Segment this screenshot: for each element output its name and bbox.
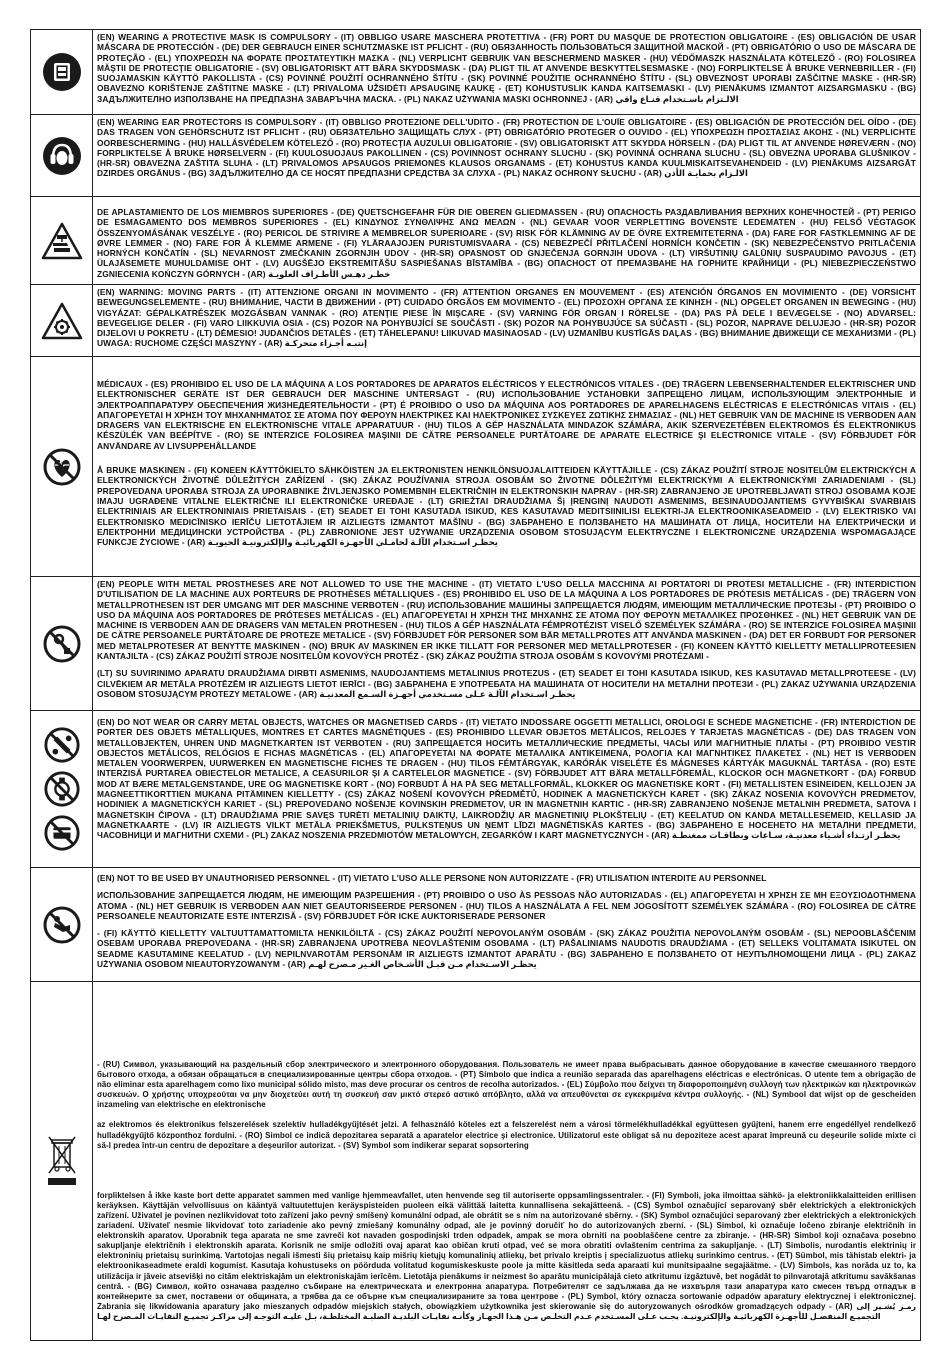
- no-watch-icon: [43, 770, 81, 808]
- row-text: - (RU) Символ, указывающий на раздельный сбор электрического и электронного оборудования. Пользователь не имеет права выбрасывать данное оборудование в качестве смешанного твердого бытового отхода, а обязан обращаться в специализированные центры сбора отходов. - (PT) Símbolo que indica a reunião separada das aparelhagens eléctricas e electrónicas. O utente tem a obrigação de não eliminar esta aparelhagem como lixo municipal sólido misto, mas deve procurar os centros de recolha autorizados. - (EL) Σύμβολο που δείχνει τη διαφοροποιημένη συλλογή των ηλεκτρικών και ηλεκτρονικών συσκευών. Ο χρήστης υποχρεούται να μην διοχετεύει αυτή τη συσκευή σαν μικτό στερεό αστικό απόβλητο, αλλά να απευθύνεται σε εγκεκριμένα κέντρα συλλογής. - (NL) Symbool dat wijst op de gescheiden inzameling van elektrische en elektronische: [97, 1060, 916, 1110]
- row-text: (EN) NOT TO BE USED BY UNAUTHORISED PERSONNEL - (IT) VIETATO L'USO ALLE PERSONE NON AUTORIZZATE - (FR) UTILISATION INTERDITE AU PERSONNEL: [97, 873, 767, 883]
- row-text: ИСПОЛЬЗОВАНИЕ ЗАПРЕЩАЕТСЯ ЛЮДЯМ, НЕ ИМЕЮЩИМ РАЗРЕШЕНИЯ - (PT) PROIBIDO O USO ÀS PESSOAS NÃO AUTORIZADAS - (EL) ΑΠΑΓΟΡΕΥΕΤΑΙ Η ΧΡΗΣΗ ΣΕ ΜΗ ΕΞΟΥΣΙΟΔΟΤΗΜΕΝΑ ΑΤΟΜΑ - (NL) HET GEBRUIK IS VERBODEN AAN NIET GEAUTORISEERDE PERSONEN - (HU) TILOS A HASZNÁLATA A FEL NEM JOGOSÍTOTT SZEMÉLYEK SZÁMÁRA - (RO) FOLOSIREA DE CĂTRE PERSOANELE NEAUTORIZATE ESTE INTERZISĂ - (SV) FÖRBJUDET FÖR ICKE AUKTORISERADE PERSONER: [97, 890, 916, 921]
- row-text: az elektromos és elektronikus felszerelések szelektív hulladékgyűjtését jelzi. A felhasználó köteles ezt a felszerelést nem a városi törmelékhulladékkal együttesen gyűjteni, hanem erre engedéllyel rendelkező hulladékgyűjtő központhoz fordulni. - (RO) Simbol ce indică depozitarea separată a aparatelor electrice şi electronice. Utilizatorul este obligat să nu depoziteze acest aparat împreună cu deşeurile solide mixte ci să-l predea într-un centru de depozitare a deşeurilor autorizat. - (SV) Symbol som indikerar separat sopsortering: [97, 1120, 916, 1150]
- row-text: MÉDICAUX - (ES) PROHIBIDO EL USO DE LA MÁQUINA A LOS PORTADORES DE APARATOS ELÉCTRICOS Y ELECTRÓNICOS VITALES - (DE) TRÄGERN LEBENSERHALTENDER ELEKTRISCHER UND ELEKTRONISCHER GERÄTE IST DER GEBRAUCH DER MASCHINE UNTERSAGT - (RU) ИСПОЛЬЗОВАНИЕ УСТАНОВКИ ЗАПРЕЩЕНО ЛИЦАМ, ИСПОЛЬЗУЮЩИМ ЭЛЕКТРОННЫЕ И ЭЛЕКТРОАППАРАТУРУ ОБЕСПЕЧЕНИЯ ЖИЗНЕДЕЯТЕЛЬНОСТИ - (PT) É PROIBIDO O USO DA MÁQUINA AOS PORTADORES DE APARELHAGENS ELÉCTRICAS E ELECTRÓNICAS VITAIS - (EL) ΑΠΑΓΟΡΕΥΕΤΑΙ Η ΧΡΗΣΗ ΤΟΥ ΜΗΧΑΝΗΜΑΤΟΣ ΣΕ ΑΤΟΜΑ ΠΟΥ ΦΕΡΟΥΝ ΗΛΕΚΤΡΙΚΕΣ ΚΑΙ ΗΛΕΚΤΡΟΝΙΚΕΣ ΣΥΣΚΕΥΕΣ ΖΩΤΙΚΗΣ ΣΗΜΑΣΙΑΣ - (NL) HET GEBRUIK VAN DE MACHINE IS VERBODEN AAN DRAGERS VAN ELEKTRISCHE EN ELEKTRONISCHE VITALE APPARATUUR - (HU) TILOS A GÉP HASZNÁLATA MINDAZOK SZÁMÁRA, AKIK SZERVEZETÉBEN ELEKTROMOS ÉS ELEKTRONIKUS KÉSZÜLÉK VAN BEÉPÍTVE - (RO) SE INTERZICE FOLOSIREA MAŞINII DE CĂTRE PERSOANELE PURTĂTOARE DE APARATE ELECTRICE ŞI ELECTRONICE VITALE - (SV) FÖRBJUDET FÖR ANVÄNDARE AV LIVSUPPEHÅLLANDE: [97, 379, 916, 451]
- no-tools-icon: [43, 726, 81, 764]
- row-text: Å BRUKE MASKINEN - (FI) KONEEN KÄYTTÖKIELTO SÄHKÖISTEN JA ELEKTRONISTEN HENKILÖNSUOJALAITTEIDEN KÄYTTÄJILLE - (CS) ZÁKAZ POUŽITÍ STROJE NOSITELŮM ELEKTRICKÝCH A ELEKTRONICKÝCH ŽIVOTNĚ DŮLEŽITÝCH ZAŘÍZENÍ - (SK) ZÁKAZ POUŽÍVANIA STROJA OSOBÁM SO ŽIVOTNE DÔLEŽITÝMI ELEKTRICKÝMI A ELEKTRONICKÝMI ZARIADENIAMI - (SL) PREPOVEDANA UPORABA STROJA ZA UPORABNIKE ŽIVLJENJSKO POMEMBNIH ELEKTRIČNIH IN ELEKTRONSKIH NAPRAV - (HR-SR) ZABRANJENO JE UPOTREBLJAVATI STROJ OSOBAMA KOJE IMAJU UGRAĐENE VITALNE ELEKTRIČNE ILI ELEKTRONIČKE UREĐAJE - (LT) GRIEŽTAI DRAUDŽIAMA Šį ĮRENGINĮ NAUDOTI ASMENIMS, BESINAUDOJANTIEMS GYVYBIŠKAI SVARBIAIS ELEKTRINIAIS AR ELEKTRONINIAIS PRIETAISAIS - (ET) SEADET EI TOHI KASUTADA ISIKUD, KES KASUTAVAD MEDITSIINILISI ELEKTRI-JA ELEKTROONIKASEADMEID - (LV) ELEKTRISKO VAI ELEKTRONISKO MEDICĪNISKO IERĪČU LIETOTĀJIEM IR AIZLIEGTS IZMANTOT MAŠĪNU - (BG) ЗАБРАНЕНО Е ПОЛЗВАНЕТО НА МАШИНАТА ОТ ЛИЦА, НОСИТЕЛИ НА ЕЛЕКТРИЧЕСКИ И ЕЛЕКТРОННИ МЕДИЦИНСКИ УСТРОЙСТВА - (PL) ZABRONIONE JEST UŻYWANIE URZĄDZENIA OSOBOM STOSUJĄCYM ELEKTRYCZNE I ELEKTRONICZNE URZĄDZENIA WSPOMAGAJĄCE FUNKCJE ŻYCIOWE - (AR) يحظـر اسـتخدام الآلـة لحامـلي الأجهـزة الكهربائيـة والإلكترونيـة الحيويـة: [97, 465, 916, 548]
- no-magnetic-card-icon: [43, 814, 81, 852]
- row-no-pacemaker: [31, 357, 920, 577]
- row-text: (EN) WEARING A PROTECTIVE MASK IS COMPULSORY - (IT) OBBLIGO USARE MASCHERA PROTETTIVA - (FR) PORT DU MASQUE DE PROTECTION OBLIGATOIRE - (ES) OBLIGACIÓN DE USAR MÁSCARA DE PROTECCIÓN - (DE) DER GEBRAUCH EINER SCHUTZMASKE IST PFLICHT - (RU) ОБЯЗАННОСТЬ ПОЛЬЗОВАТЬСЯ ЗАЩИТНОЙ МАСКОЙ - (PT) OBRIGATÓRIO O USO DE MÁSCARA DE PROTEÇÃO - (EL) ΥΠΟΧΡΕΩΣΗ ΝΑ ΦΟΡΑΤΕ ΠΡΟΣΤΑΤΕΥΤΙΚΗ ΜΑΣΚΑ - (NL) VERPLICHT GEBRUIK VAN BESCHERMEND MASKER - (HU) VÉDŐMASZK HASZNÁLATA KÖTELEZŐ - (RO) FOLOSIREA MĂŞTII DE PROTECŢIE OBLIGATORIE - (SV) OBLIGATORISKT ATT BÄRA SKYDDSMASK - (DA) PLIGT TIL AT ANVENDE BESKYTTELSESMASKE - (NO) FORPLIKTELSE Å BRUKE VERNEBRILLER - (FI) SUOJAMASKIN KÄYTTÖ PAKOLLISTA - (CS) POVINNÉ POUŽITÍ OCHRANNÉHO ŠTÍTU - (SK) POVINNÉ POUŽITIE OCHRANNÉHO ŠTÍTU - (SL) OBVEZNOST UPORABI ZAŠČITNE MASKE - (HR-SR) OBAVEZNO KORIŠTENJE ZAŠTITNE MASKE - (LT) PRIVALOMA UŽSIDĖTI APSAUGINĘ KAUKĘ - (ET) KOHUSTUSLIK KANDA KAITSEMASKI - (LV) PIENĀKUMS IZMANTOT AIZSARGMASKU - (BG) ЗАДЪЛЖИТЕЛНО ИЗПОЛЗВАНЕ НА ПРЕДПАЗНА ЗАВАРЪЧНА МАСКА. - (PL) NAKAZ UŻYWANIA MASKI OCHRONNEJ - (AR) الالـتزام باسـتخدام قنـاع واقي: [97, 32, 916, 104]
- row-text: - (FI) KÄYTTÖ KIELLETTY VALTUUTTAMATTOMILTA HENKILÖILTÄ - (CS) ZÁKAZ POUŽITÍ NEPOVOLANÝM OSOBÁM - (SK) ZÁKAZ POUŽITIA NEPOVOLANÝM OSOBÁM - (SL) NEPOOBLAŠČENIM OSEBAM UPORABA PREPOVEDANA - (HR-SR) ZABRANJENA UPOTREBA NEOVLAŠTENIM OSOBAMA - (LT) PAŠALINIAMS NAUDOTIS DRAUDŽIAMA - (ET) SELLEKS VOLITAMATA ISIKUTEL ON SEADME KASUTAMINE KEELATUD - (LV) NEPILNVAROTĀM PERSONĀM IR AIZLIEGTS IZMANTOT APARĀTU - (BG) ЗАБРАНЕНО Е ПОЛЗВАНЕТО ОТ НЕУПЪЛНОМОЩЕНИ ЛИЦА - (PL) ZAKAZ UŻYWANIA OSOBOM NIEAUTORYZOWANYM - (AR) يحظـر الاسـتخدام مـن قبـل الأشـخاص الغـير مـصرح لهـم: [97, 928, 916, 970]
- row-text: (EN) WARNING: MOVING PARTS - (IT) ATTENZIONE ORGANI IN MOVIMENTO - (FR) ATTENTION ORGANES EN MOUVEMENT - (ES) ATENCIÓN ÓRGANOS EN MOVIMIENTO - (DE) VORSICHT BEWEGUNGSELEMENTE - (RU) ВНИМАНИЕ, ЧАСТИ В ДВИЖЕНИИ - (PT) CUIDADO ÓRGÃOS EM MOVIMENTO - (EL) ΠΡΟΣΟΧΗ ΟΡΓΑΝΑ ΣΕ ΚΙΝΗΣΗ - (NL) OPGELET ORGANEN IN BEWEGING - (HU) VIGYÁZAT: GÉPALKATRÉSZEK MOZGÁSBAN VANNAK - (RO) ATENŢIE PIESE ÎN MIŞCARE - (SV) VARNING FÖR ORGAN I RÖRELSE - (DA) PAS PÅ DELE I BEVÆGELSE - (NO) ADVARSEL: BEVEGELIGE DELER - (FI) VARO LIIKKUVIA OSIA - (CS) POZOR NA POHYBUJÍCÍ SE SOUČÁSTI - (SK) POZOR NA POHYBUJÚCE SA SÚČASTI - (SL) POZOR, NAPRAVE DELUJEJO - (HR-SR) POZOR DIJELOVI U POKRETU - (LT) DĖMESIO! JUDANČIOS DETALĖS - (ET) TÄHELEPANU! LIIKUVAD MASINAOSAD - (LV) UZMANĪBU KUSTĪGĀS DAĻAS - (BG) ВНИМАНИЕ ДВИЖЕЩИ СЕ МЕХАНИЗМИ - (PL) UWAGA: RUCHOME CZĘŚCI MASZYNY - (AR) إنتبـه أجـزاء متحركـة: [97, 287, 916, 349]
- row-hand-crush: [31, 197, 920, 285]
- mask-mandatory-icon: [42, 52, 82, 92]
- row-text: (LT) SU SUVIRINIMO APARATU DRAUDŽIAMA DIRBTI ASMENIMS, NAUDOJANTIEMS METALINIUS PROTEZUS - (ET) SEADET EI TOHI KASUTADA ISIKUD, KES KASUTAVAD METALLPROTEESE - (LV) CILVĒKIEM AR METĀLA PROTĒZĒM IR AIZLIEGTS LIETOT IERĪCI - (BG) ЗАБРАНЕНА Е УПОТРЕБАТА НА МАШИНАТА ОТ НОСИТЕЛИ НА МЕТАЛНИ ПРОТЕЗИ - (PL) ZAKAZ UŻYWANIA URZĄDZENIA OSOBOM STOSUJĄCYM PROTEZY METALOWE - (AR) يحظـر اسـتخدام الآلـة عـلى مسـتخدمي أجهـزة السـمع المعدنيـة: [97, 668, 916, 699]
- row-ear-protection: [31, 115, 920, 197]
- row-no-metal-objects: [31, 711, 920, 868]
- row-text: (EN) WEARING EAR PROTECTORS IS COMPULSORY - (IT) OBBLIGO PROTEZIONE DELL'UDITO - (FR) PROTECTION DE L'OUÏE OBLIGATOIRE - (ES) OBLIGACIÓN DE PROTECCIÓN DEL OÍDO - (DE) DAS TRAGEN VON GEHÖRSCHUTZ IST PFLICHT - (RU) ОБЯЗАТЕЛЬНО ЗАЩИЩАТЬ СЛУХ - (PT) OBRIGATÓRIO PROTEGER O OUVIDO - (EL) ΥΠΟΧΡΕΩΣΗ ΠΡΟΣΤΑΣΙΑΣ ΑΚΟΗΣ - (NL) VERPLICHTE OORBESCHERMING - (HU) HALLÁSVÉDELEM KÖTELEZŐ - (RO) PROTECŢIA AUZULUI OBLIGATORIE - (SV) OBLIGATORISKT ATT SKYDDA HÖRSELN - (DA) PLIGT TIL AT ANVENDE HØREVÆRN - (NO) FORPLIKTELSE Å BRUKE HØRSELVERN - (FI) KUULOSUOJAUS PAKOLLINEN - (CS) POVINNOST OCHRANY SLUCHU - (SK) POVINNÁ OCHRANA SLUCHU - (SL) OBVEZNA UPORABA GLUŠNIKOV - (HR-SR) OBAVEZNA ZAŠTITA SLUHA - (LT) PRIVALOMOS APSAUGOS PRIEMONĖS KLAUSOS ORGANAMS - (ET) KOHUSTUS KANDA KUULMISKAITSEVAHENDEID - (LV) PIENĀKUMS AIZSARGĀT DZIRDES ORGĀNUS - (BG) ЗАДЪЛЖИТЕЛНО ДА СЕ НОСЯТ ПРЕДПАЗНИ СРЕДСТВА ЗА СЛУХА - (PL) NAKAZ OCHRONY SŁUCHU - (AR) الالـزام بحمايـة الأذن: [97, 117, 916, 179]
- no-pacemaker-icon: [42, 447, 82, 487]
- row-weee-disposal: [31, 982, 920, 1340]
- row-unauthorised-personnel: [31, 868, 920, 982]
- hand-crush-hazard-icon: [41, 222, 83, 260]
- no-unauthorised-personnel-icon: [42, 905, 82, 945]
- row-no-metal-prostheses: [31, 577, 920, 711]
- moving-parts-warning-icon: [41, 302, 83, 340]
- weee-crossed-bin-icon: [45, 1135, 79, 1187]
- row-text: (EN) DO NOT WEAR OR CARRY METAL OBJECTS, WATCHES OR MAGNETISED CARDS - (IT) VIETATO INDOSSARE OGGETTI METALLICI, OROLOGI E SCHEDE MAGNETICHE - (FR) INTERDICTION DE PORTER DES OBJETS MÉTALLIQUES, MONTRES ET CARTES MAGNÉTIQUES - (ES) PROHIBIDO LLEVAR OBJETOS METÁLICOS, RELOJES Y TARJETAS MAGNÉTICAS - (DE) DAS TRAGEN VON METALLOBJEKTEN, UHREN UND MAGNETKARTEN IST VERBOTEN - (RU) ЗАПРЕЩАЕТСЯ НОСИТЬ МЕТАЛЛИЧЕСКИЕ ПРЕДМЕТЫ, ЧАСЫ ИЛИ МАГНИТНЫЕ ПЛАТЫ - (PT) PROIBIDO VESTIR OBJECTOS METÁLICOS, RELÓGIOS E FICHAS MAGNÉTICAS - (EL) ΑΠΑΓΟΡΕΥΕΤΑΙ ΝΑ ΦΟΡΑΤΕ ΜΕΤΑΛΛΙΚΑ ΑΝΤΙΚΕΙΜΕΝΑ, ΡΟΛΟΓΙΑ ΚΑΙ ΜΑΓΝΗΤΙΚΕΣ ΠΛΑΚΕΤΕΣ - (NL) HET IS VERBODEN METALEN VOORWERPEN, UURWERKEN EN MAGNETISCHE FICHES TE DRAGEN - (HU) TILOS FÉMTÁRGYAK, KARÓRÁK VISELÉTE ÉS MÁGNESES KÁRTYÁK MAGUKNÁL TARTÁSA - (RO) ESTE INTERZISĂ PURTAREA OBIECTELOR METALICE, A CEASURILOR ŞI A CARTELELOR MAGNETICE - (SV) FÖRBJUDET ATT BÄRA METALLFÖREMÅL, KLOCKOR OCH MAGNETKORT - (DA) FORBUD MOD AT BÆRE METALGENSTANDE, URE OG MAGNETISKE KORT - (NO) FORBUDT Å HA PÅ SEG METALLFORMÅL, KLOKKER OG MAGNETISKE KORT - (FI) METALLISTEN ESINEIDEN, KELLOJEN JA MAGNEETTIKORTTIEN MUKANA PITÄMINEN KIELLETTY - (CS) ZÁKAZ NOŠENÍ KOVOVÝCH PŘEDMĚTŮ, HODINEK A MAGNETICKÝCH KARET - (SK) ZÁKAZ NOSENIA KOVOVÝCH PREDMETOV, HODINIEK A MAGNETICKÝCH KARIET - (SL) PREPOVEDANO NOŠENJE KOVINSKIH PREDMETOV, UR IN MAGNETNIH KARTIC - (HR-SR) ZABRANJENO NOŠENJE METALNIH PREDMETA, SATOVA I MAGNETSKIH ČIPOVA - (LT) DRAUDŽIAMA PRIE SAVĘS TURĖTI METALINIŲ DAIKTŲ, LAIKRODŽIŲ AR MAGNETINIŲ PLOKŠTELIŲ - (ET) KEELATUD ON KANDA METALLESEMEID, KELLASID JA MAGNETKAARTE - (LV) IR AIZLIEGTS VILKT METĀLA PRIEKŠMETUS, PULKSTEŅUS UN ŅEMT LĪDZI MAGNĒTISKĀS KARTES - (BG) ЗАБРАНЕНО Е НОСЕНЕТО НА МЕТАЛНИ ПРЕДМЕТИ, ЧАСОВНИЦИ И МАГНИТНИ СХЕМИ - (PL) ZAKAZ NOSZENIA PRZEDMIOTÓW METALOWYCH, ZEGARKÓW I KART MAGNETYCZNYCH - (AR) يحظـر ارتـداء أشـياء معدنيـة، سـاعات وبطاقـات ممغنطـة: [97, 717, 916, 841]
- ear-protection-mandatory-icon: [42, 136, 82, 176]
- row-text: (EN) PEOPLE WITH METAL PROSTHESES ARE NOT ALLOWED TO USE THE MACHINE - (IT) VIETATO L'USO DELLA MACCHINA AI PORTATORI DI PROTESI METALLICHE - (FR) INTERDICTION D'UTILISATION DE LA MACHINE AUX PORTEURS DE PROTHÈSES MÉTALLIQUES - (ES) PROHIBIDO EL USO DE LA MÁQUINA A LOS PORTADORES DE PRÓTESIS METÁLICAS - (DE) TRÄGERN VON METALLPROTHESEN IST DER UMGANG MIT DER MASCHINE VERBOTEN - (RU) ИСПОЛЬЗОВАНИЕ МАШИНЫ ЗАПРЕЩАЕТСЯ ЛЮДЯМ, ИМЕЮЩИМ МЕТАЛЛИЧЕСКИЕ ПРОТЕЗЫ - (PT) PROIBIDO O USO DA MÁQUINA AOS PORTADORES DE PRÓTESES METÁLICAS - (EL) ΑΠΑΓΟΡΕΥΕΤΑΙ Η ΧΡΗΣΗ ΤΗΣ ΜΗΧΑΝΗΣ ΣΕ ΑΤΟΜΑ ΠΟΥ ΦΕΡΟΥΝ ΜΕΤΑΛΛΙΚΕΣ ΠΡΟΣΘΗΚΕΣ - (NL) HET GEBRUIK VAN DE MACHINE IS VERBODEN AAN DE DRAGERS VAN METALEN PROTHESEN - (HU) TILOS A GÉP HASZNÁLATA FÉMPROTÉZIST VISELŐ SZEMÉLYEK SZÁMÁRA - (RO) SE INTERZICE FOLOSIREA MAŞINII DE CĂTRE PERSOANELE PURTĂTOARE DE PROTEZE METALICE - (SV) FÖRBJUDET FÖR PERSONER SOM BÄR METALLPROTES ATT ANVÄNDA MASKINEN - (DA) DET ER FORBUDT FOR PERSONER MED METALPROTESER AT BENYTTE MASKINEN - (NO) BRUK AV MASKINEN ER IKKE TILLATT FOR PERSONER MED METALLPROTESER - (FI) KONEEN KÄYTTÖ KIELLETTY METALLIPROTEESIEN KANTAJILTA - (CS) ZÁKAZ POUŽITÍ STROJE NOSITELŮM KOVOVÝCH PROTÉZ - (SK) ZÁKAZ POUŽITIA STROJA OSOBÁM S KOVOVÝMI PROTÉZAMI -: [97, 579, 916, 662]
- row-text: DE APLASTAMIENTO DE LOS MIEMBROS SUPERIORES - (DE) QUETSCHGEFAHR FÜR DIE OBEREN GLIEDMASSEN - (RU) ОПАСНОСТЬ РАЗДАВЛИВАНИЯ ВЕРХНИХ КОНЕЧНОСТЕЙ - (PT) PERIGO DE ESMAGAMENTO DOS MEMBROS SUPERIORES - (EL) ΚΙΝΔΥΝΟΣ ΣΥΝΘΛΙΨΗΣ ΑΝΩ ΜΕΛΩΝ - (NL) GEVAAR VOOR VERPLETTING BOVENSTE LEDEMATEN - (HU) FELSŐ VÉGTAGOK ÖSSZENYOMÁSÁNAK VESZÉLYE - (RO) PERICOL DE STRIVIRE A MEMBRELOR SUPERIOARE - (SV) RISK FÖR KLÄMNING AV DE ÖVRE EXTREMITETERNA - (DA) FARE FOR FASTKLEMNING AF DE ØVRE LEMMER - (NO) FARE FOR Å KLEMME ARMENE - (FI) YLÄRAAJOJEN PURISTUMISVAARA - (CS) NEBEZPEČÍ PŘITLAČENÍ HORNÍCH KONČETIN - (SK) NEBEZPEČENSTVO PRITLAČENIA HORNÝCH KONČATÍN - (SL) NEVARNOST ZMEČKANIN ZGORNJIH UDOV - (HR-SR) OPASNOST OD GNJEČENJA GORNJIH UDOVA - (LT) VIRŠUTINIŲ GALŪNIŲ SUSPAUDIMO PAVOJUS - (ET) ÜLAJÄSEMETE MUHULDAMISE OHT - (LV) AUGŠĒJO EKSTREMITĀŠU SASPIEŠANAS BĪSTAMĪBA - (BG) ОПАСНОСТ ОТ ПРЕМАЗВАНЕ НА ГОРНИТЕ КРАЙНИЦИ - (PL) NIEBEZPIECZEŃSTWO ZGNIECENIA KOŃCZYN GÓRNYCH - (AR) خطـر دهـس الأطـراف العلويـة: [97, 207, 916, 279]
- row-protective-mask: [31, 30, 920, 115]
- row-moving-parts: [31, 285, 920, 357]
- row-text: forpliktelsen å ikke kaste bort dette apparatet sammen med vanlige hjemmeavfallet, uten henvende seg til autoriserte oppsamlingssentraler. - (FI) Symboli, joka ilmoittaa sähkö- ja elektroniikkalaitteiden erillisen keräyksen. Käyttäjän velvollisuus on kääntyä valtuutettujen keräyspisteiden puoleen eikä välittää laitetta kunnallisena sekajätteenä. - (CS) Symbol označující separovaný sběr elektrických a elektronických zařízení. Uživatel je povinen nezlikvidovat toto zařízení jako pevný smíšený komunální odpad, ale obrátit se s ním na autorizované sběrny. - (SK) Symbol označujúci separovaný zber elektrických a elektronických zariadení. Užívateľ nesmie likvidovať toto zariadenie ako pevný zmiešaný komunálny odpad, ale je povinný doručiť ho do autorizovaných zberní. - (SL) Simbol, ki označuje ločeno zbiranje električnih in elektronskih aparatov. Uporabnik tega aparata ne sme zavreči kot navaden gospodinjski trden odpadek, ampak se mora obrniti na pooblaščene centre za zbiranje. - (HR-SR) Simbol koji označava posebno sakupljanje električnih i elektronskih aparata. Korisnik ne smije odložiti ovaj aparat kao običan kruti otpad, već se mora obratiti ovlaštenim centrima za sakupljanje. - (LT) Simbolis, nurodantis elektrinių ir elektroninių prietaisų surinkimą. Vartotojas negali išmesti šių prietaisų kaip mišrių kietųjų komunalinių atliekų, bet privalo kreiptis į specializuotus atliekų surinkimo centrus. - (ET) Sümbol, mis tähistab elektri- ja elektroonikaseadmete eraldi kogumist. Kasutaja kohustuseks on pöörduda volitatud kogumiskeskuste poole ja mitte käsitleda seda aparaati kui munitsipaalne segajäätme. - (LV) Simbols, kas norāda uz to, ka utilizācija ir jāveic atsevišķi no citām elektriskajām un elektroniskajām ierīcēm. Lietotāja pienākums ir neizmest šo aparātu municipālajā cieto atkritumu izgāztuvē, bet nogādāt to pilnvarotajā atkritumu savākšanas centrā. - (BG) Символ, който означава разделно събиране на електрическата и електронна апаратура. Потребителят се задължава да не изхвърля тази апаратура като смесен твърд отпадък в контейнерите за смет, поставени от общината, а трябва да се обърне към специализираните за това центрове - (PL) Symbol, który oznacza sortowanie odpadów aparatury elektrycznej i elektronicznej. Zabrania się likwidowania aparatury jako mieszanych odpadów miejskich stałych, obowiązkiem użytkownika jest skierowanie się do autoryzowanych ośrodków gromadzących odpady - (AR) رمـز يُشـير إلى التجميـع المنفصـل للأجهـزة الكهربائيـة والإلكترونيـة. يجـب عـلى المسـتخدم عـدم التخلـص مـن هـذا الجهـاز وكأنـه نفايـات البلديـة الصلبـة المختلطـة، بـل عليـه التوجـه إلى مراكـز تجميـع النفايـات المـصرح لهـا: [97, 1190, 916, 1321]
- no-metal-prostheses-icon: [42, 624, 82, 664]
- safety-symbols-table: [30, 29, 921, 1341]
